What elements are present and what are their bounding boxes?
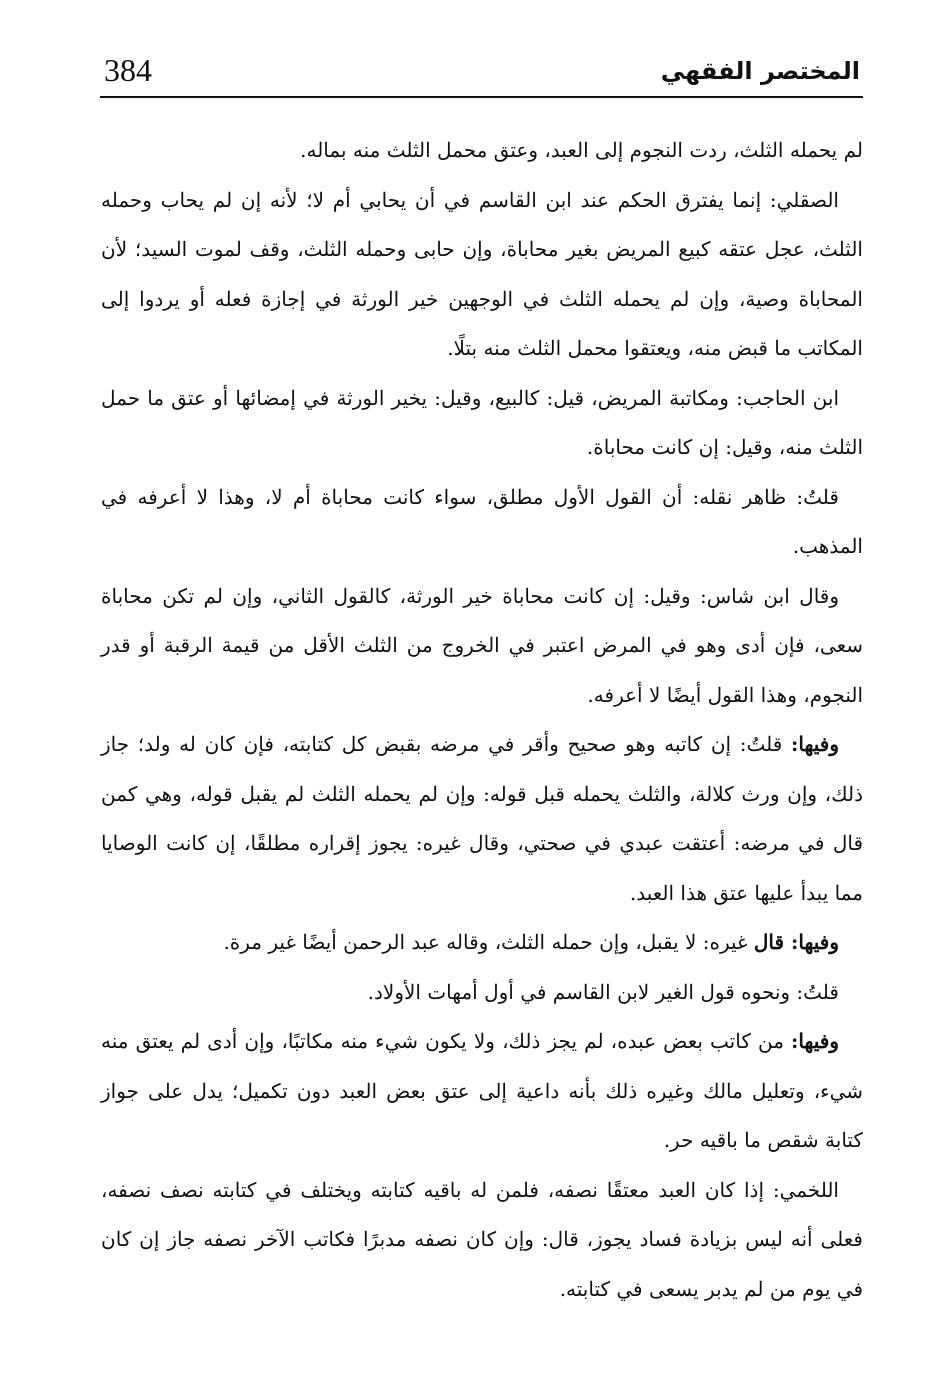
paragraph-lakhmi: [101, 1166, 863, 1315]
paragraph-qultu-2: [101, 968, 863, 1018]
paragraph-continuation: [101, 126, 863, 176]
paragraph-lead: وفيها: قال: [753, 930, 839, 954]
paragraph-wa-fiha-3: [101, 1017, 863, 1166]
page-body: [101, 126, 863, 1314]
paragraph-text: قلتُ: إن كاتبه وهو صحيح وأقر في مرضه بقبض كل كتابته، فإن كان له ولد؛ جاز ذلك، وإن ورث كلالة، والثلث يحمله قبل قوله: وإن لم يحمله الثلث لم يقبل قوله، وهي كمن قال في مرضه: أعتقت عبدي في صحتي، وقال غيره: يجوز إقراره مطلقًا، إن كانت الوصايا مما يبدأ عليها عتق هذا العبد.: [101, 732, 863, 905]
paragraph-text: غيره: لا يقبل، وإن حمله الثلث، وقاله عبد الرحمن أيضًا غير مرة.: [223, 930, 754, 954]
paragraph-qultu-1: [101, 473, 863, 572]
page-number: 384: [104, 52, 152, 88]
paragraph-text: قلتُ: ونحوه قول الغير لابن القاسم في أول أمهات الأولاد.: [367, 979, 839, 1004]
header-rule: [100, 96, 863, 98]
paragraph-siqilli: [101, 176, 863, 374]
page-header: [100, 48, 862, 96]
paragraph-ibn-shas: [101, 572, 863, 721]
paragraph-text: قلتُ: ظاهر نقله: أن القول الأول مطلق، سواء كانت محاباة أم لا، وهذا لا أعرفه في المذهب.: [101, 484, 863, 558]
paragraph-wa-fiha-1: [101, 720, 863, 918]
paragraph-text: من كاتب بعض عبده، لم يجز ذلك، ولا يكون شيء منه مكاتبًا، وإن أدى لم يعتق منه شيء، وتعليل مالك وغيره ذلك بأنه داعية إلى عتق بعض العبد دون تكميل؛ يدل على جواز كتابة شقص ما باقيه حر.: [101, 1029, 863, 1152]
running-title: المختصر الفقهي: [660, 57, 860, 85]
paragraph-ibn-hajib: [101, 374, 863, 473]
paragraph-text: وقال ابن شاس: وقيل: إن كانت محاباة خير الورثة، كالقول الثاني، وإن لم تكن محاباة سعى، فإن أدى وهو في المرض اعتبر في الخروج من الثلث الأقل من قيمة الرقبة أو قدر النجوم، وهذا القول أيضًا لا أعرفه.: [101, 583, 863, 707]
paragraph-text: اللخمي: إذا كان العبد معتقًا نصفه، فلمن له باقيه كتابته ويختلف في كتابته نصف نصفه، فعلى أنه ليس بزيادة فساد يجوز، قال: وإن كان نصفه مدبرًا فكاتب الآخر نصفه جاز إن كان في يوم من لم يدبر يسعى في كتابته.: [101, 1177, 863, 1301]
paragraph-text: الصقلي: إنما يفترق الحكم عند ابن القاسم في أن يحابي أم لا؛ لأنه إن لم يحاب وحمله الثلث، عجل عتقه كبيع المريض بغير محاباة، وإن حابى وحمله الثلث، وقف لموت السيد؛ لأن المحاباة وصية، وإن لم يحمله الثلث في الوجهين خير الورثة في إجازة فعله أو يردوا إلى المكاتب ما قبض منه، ويعتقوا محمل الثلث منه بتلًا.: [101, 187, 863, 360]
paragraph-text: لم يحمله الثلث، ردت النجوم إلى العبد، وعتق محمل الثلث منه بماله.: [300, 138, 863, 162]
paragraph-text: ابن الحاجب: ومكاتبة المريض، قيل: كالبيع، وقيل: يخير الورثة في إمضائها أو عتق ما حمل الثلث منه، وقيل: إن كانت محاباة.: [101, 385, 863, 459]
paragraph-lead: وفيها:: [791, 732, 839, 756]
paragraph-lead: وفيها:: [791, 1029, 839, 1053]
paragraph-wa-fiha-2: [101, 918, 863, 968]
